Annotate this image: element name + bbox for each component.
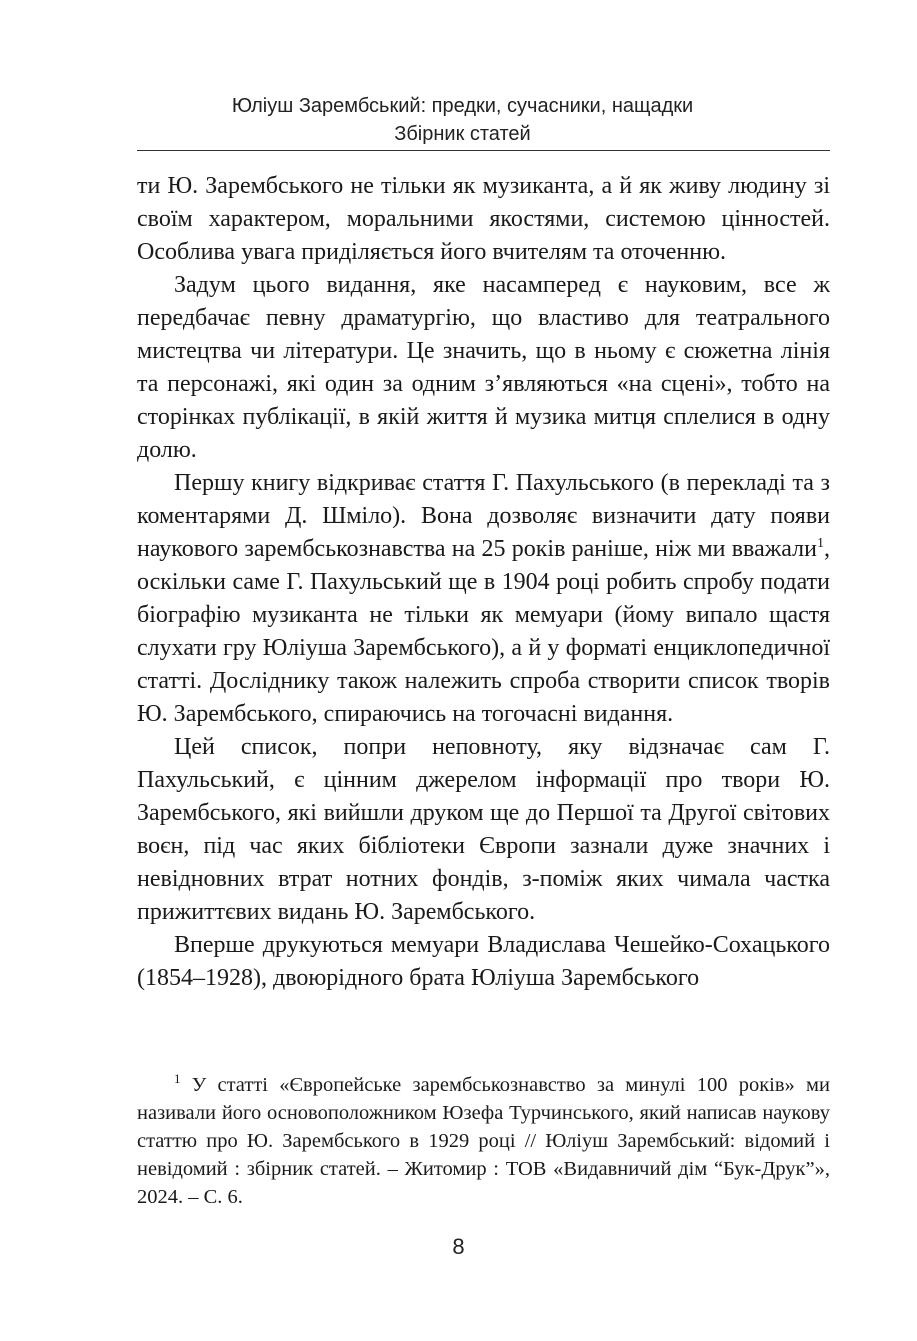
header-divider [137,150,830,151]
paragraph-3 [137,467,830,731]
paragraph-3-text-start: Першу книгу відкриває стаття Г. Пахульського (в перекладі та з коментарями Д. Шміло). Вона дозволяє визначити дату появи наукового зарембськознавства на 25 років раніше, ніж ми вважали [137,470,830,562]
running-head-title: Юліуш Зарембський: предки, сучасники, нащадки [231,95,694,117]
paragraph-3-text-end: , оскільки саме Г. Пахульський ще в 1904 році робить спробу подати біографію музиканта не тільки як мемуари (йому випало щастя слухати гру Юліуша Зарембського), а й у форматі енциклопедичної статті. Дослiднику також належить спроба створити список творів Ю. Зарембського, спираючись на тогочасні видання. [137,536,830,727]
paragraph-4: Цей список, попри неповноту, яку відзначає сам Г. Пахульський, є цінним джерелом інформації про твори Ю. Зарембського, які вийшли друком ще до Першої та Другої світових воєн, під час яких бібліотеки Європи зазнали дуже значних і невідновних втрат нотних фондів, з-поміж яких чимала частка прижиттєвих видань Ю. Зарембського. [137,734,830,925]
footnote-text: У статті «Європейське зарембськознавство за минулі 100 років» ми називали його основоположником Юзефа Турчинського, який написав наукову статтю про Ю. Зарембського в 1929 році // Юліуш Зарембський: відомий і невідомий : збірник статей. – Житомир : ТОВ «Видавничий дім “Бук-Друк”», 2024. – С. 6. [137,1074,830,1208]
footnote-1 [137,1071,830,1211]
running-head [95,92,830,148]
footnote-reference: 1 [817,536,824,551]
running-head-subtitle: Збірник статей [394,123,531,145]
paragraph-5: Вперше друкуються мемуари Владислава Чешейко-Сохацького (1854–1928), двоюрідного брата Юліуша Зарембського [137,932,830,991]
footnote-marker: 1 [174,1071,181,1087]
main-text [137,170,830,995]
paragraph-2: Задум цього видання, яке насамперед є науковим, все ж передбачає певну драматургію, що властиво для театрального мистецтва чи літератури. Це значить, що в ньому є сюжетна лінія та персонажі, які один за одним з’являються «на сцені», тобто на сторінках публікації, в якій життя й музика митця сплелися в одну долю. [137,272,830,463]
footnotes [137,1071,830,1211]
paragraph-1: ти Ю. Зарембського не тільки як музиканта, а й як живу людину зі своїм характером, моральними якостями, системою цінностей. Особлива увага приділяється його вчителям та оточенню. [137,173,830,265]
page-number: 8 [452,1234,465,1259]
